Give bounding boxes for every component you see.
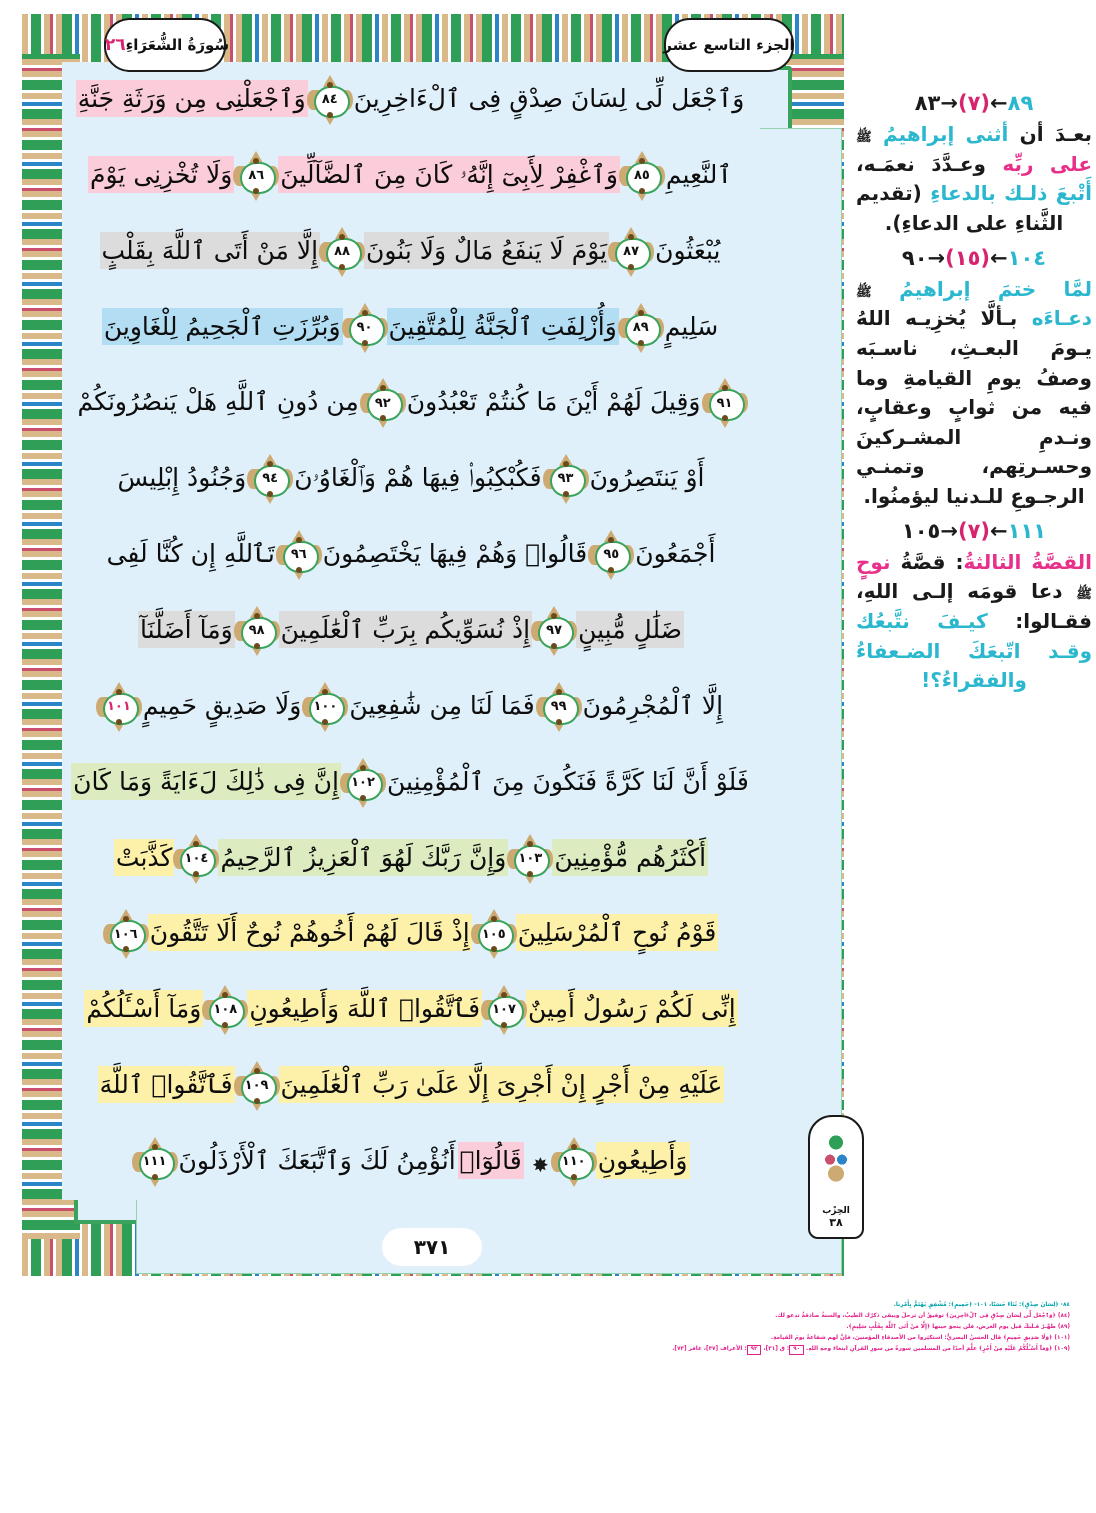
quran-line-text: [88, 156, 734, 196]
quran-text-segment: وَقِيلَ لَهُمْ أَيْنَ مَا كُنتُمْ تَعْبُدُونَ: [406, 387, 701, 417]
quran-line-text: [114, 839, 708, 879]
range-from: ١٠٥: [901, 518, 941, 543]
quran-line: [62, 138, 760, 214]
quran-text-segment: قَالُوٓا۟: [458, 1142, 524, 1179]
quran-line-text: [116, 459, 707, 499]
quran-text-segment: وَأَطِيعُونِ: [596, 1142, 690, 1179]
quran-line: [62, 1124, 760, 1200]
ayah-number-marker: ٩٩: [539, 687, 579, 727]
ayah-number-marker: ١١١: [135, 1142, 175, 1182]
quran-line: [62, 1048, 760, 1124]
range-arrow-left-icon: ←: [990, 245, 1008, 270]
quran-text-segment: وَمَآ أَضَلَّنَآ: [138, 611, 235, 648]
ayah-number-marker: ٨٧: [611, 232, 651, 272]
commentary-run: وعـدَّدَ نعمَـه،: [856, 151, 986, 176]
commentary-run: بـألَّا يُخزِيـه اللهُ يـومَ البعـثِ، ناسـبَه وصفُ يومِ القيامةِ وما فيه من ثوابٍ وعقابٍ، ونـدمِ المشـركينَ وحسـرتِهم، وتمنـي الرجـوعِ للـدنيا ليؤمنُوا.: [856, 306, 1092, 509]
quran-line-text: [105, 535, 718, 575]
quran-text-segment: فَكُبْكِبُوا۟ فِيهَا هُمْ وَٱلْغَاوُۥنَ: [294, 463, 542, 493]
quran-line: [62, 821, 760, 897]
quran-line: [62, 62, 760, 138]
quran-text-segment: وَمَآ أَسْـَٔلُكُمْ: [84, 990, 203, 1027]
quran-line-text: [97, 687, 725, 727]
rub-el-hizb-flower-icon: [527, 1151, 549, 1173]
quran-line-text: [102, 308, 720, 348]
commentary-run: دعا قومَه إلـى اللهِ، فقـالوا:: [856, 579, 1092, 634]
quran-text-segment: قَالُوا۟ وَهُمْ فِيهَا يَخْتَصِمُونَ: [322, 539, 588, 569]
quran-text-segment: وَٱجْعَل لِّى لِسَانَ صِدْقٍ فِى ٱلْءَاخِرِينَ: [353, 83, 745, 113]
range-to: ١٠٤: [1007, 245, 1047, 270]
quran-line-text: [71, 763, 751, 803]
quran-text-segment: وَأُزْلِفَتِ ٱلْجَنَّةُ لِلْمُتَّقِينَ: [387, 308, 619, 345]
verse-range-header: [856, 518, 1092, 544]
quran-line: [62, 441, 760, 517]
ayah-number-marker: ١٠١: [99, 687, 139, 727]
quran-text-segment: تَٱللَّهِ إِن كُنَّا لَفِى: [106, 539, 275, 569]
footnote-ref-box: ٩٠: [789, 1345, 804, 1354]
quran-line: [62, 214, 760, 290]
ayah-number-marker: ١١٠: [554, 1142, 594, 1182]
ayah-number-marker: ٨٥: [622, 156, 662, 196]
commentary-run: نوحٍ: [856, 549, 891, 574]
ayah-number-marker: ١٠٩: [237, 1066, 277, 1106]
honorific-glyph: ﷺ: [856, 284, 872, 300]
juz-label: الجزء التاسع عشر: [663, 36, 795, 54]
footnote-ref-tail: : الأعراف [٣٧]، غافر [٧٣].: [672, 1346, 747, 1353]
commentary-run: كيـفَ نتَّبعُك وقـد اتّبعَكَ الضـعفاءُ والفقراءُ؟!: [856, 609, 1092, 693]
range-arrow-left-icon: ←: [990, 518, 1008, 543]
ayah-number-marker: ٩١: [705, 383, 745, 423]
quran-line-text: [76, 80, 747, 120]
ayah-number-marker: ١٠٧: [484, 990, 524, 1030]
verse-range-header: [856, 90, 1092, 116]
quran-text-segment: إِنِّى لَكُمْ رَسُولٌ أَمِينٌ: [526, 990, 738, 1027]
ayah-number-marker: ٩٤: [250, 459, 290, 499]
quran-text-segment: وَجُنُودُ إِبْلِيسَ: [117, 463, 247, 493]
quran-text-segment: فَلَوْ أَنَّ لَنَا كَرَّةً فَنَكُونَ مِنَ ٱلْمُؤْمِنِينَ: [387, 766, 749, 796]
footnote-line: [40, 1333, 1070, 1344]
footnote-line: [40, 1344, 1070, 1355]
page-number-value: ٣٧١: [413, 1235, 451, 1259]
quran-text-segment: فَٱتَّقُوا۟ ٱللَّهَ: [98, 1066, 235, 1103]
range-arrow-left-icon: ←: [990, 91, 1008, 115]
quran-text-segment: ضَلَٰلٍ مُّبِينٍ: [576, 611, 684, 648]
ayah-number-marker: ١٠٣: [510, 839, 550, 879]
quran-line-text: [76, 383, 747, 423]
commentary-run: بعـدَ أن: [1008, 122, 1092, 147]
hizb-number: ٣٨: [829, 1216, 843, 1229]
quran-line: [62, 669, 760, 745]
commentary-run: دعـاءَه: [1017, 306, 1093, 331]
quran-text-segment: ٱلنَّعِيمِ: [665, 159, 732, 189]
footnote-line: [40, 1322, 1070, 1333]
honorific-glyph: ﷺ: [856, 130, 872, 146]
surah-title-cartouche: [104, 18, 230, 72]
quran-text-segment: قَوْمُ نُوحٍ ٱلْمُرْسَلِينَ: [516, 914, 719, 951]
ayah-number-marker: ٩٢: [363, 383, 403, 423]
range-count: (١٥): [945, 245, 991, 270]
quran-line: [62, 365, 760, 441]
ayah-number-marker: ١٠٨: [205, 990, 245, 1030]
commentary-paragraph: [856, 120, 1092, 238]
quran-line-text: [104, 914, 719, 954]
footnote-text: (٨٩) طهِّـرْ قـلبكَ قبل يومِ العرضِ، فلن ينجوَ حينها ﴿إِلَّا مَنْ أَتَى ٱللَّهَ بِقَلْبٍ سَلِيمٍ﴾.: [846, 1324, 1070, 1331]
verse-range-header: [856, 245, 1092, 271]
surah-number: ٢٦: [104, 35, 126, 55]
ayah-number-marker: ٨٦: [236, 156, 276, 196]
footnote-text: (١٠٩) ﴿وَمَآ أَسْـَٔلُكُمْ عَلَيْهِ مِنْ أَجْرٍ﴾ علَّمَ أحدًا من المسلمين سورةً من سورِ القرآنِ ابتغاءَ وجهِ اللهِ.: [806, 1346, 1070, 1353]
range-arrow-right-icon: →: [940, 91, 958, 115]
ayah-number-marker: ١٠٦: [106, 914, 146, 954]
ayah-number-marker: ٩٨: [237, 611, 277, 651]
footnote-text: (١٠١) ﴿وَلَا صَدِيقٍ حَمِيمٍ﴾ قال الحسنُ البصريُّ: استكثِروا من الأصدقاءِ المؤمنينَ، فإنَّ لهم شفاعةً يومَ القيامةِ.: [770, 1335, 1070, 1342]
quran-line-text: [100, 232, 723, 272]
hizb-marker: [808, 1115, 864, 1239]
quran-line: [62, 290, 760, 366]
ayah-number-marker: ٨٤: [310, 80, 350, 120]
quran-line-text: [98, 1066, 725, 1106]
quran-line: [62, 593, 760, 669]
ayah-number-marker: ٩٣: [546, 459, 586, 499]
ayah-number-marker: ٩٠: [345, 308, 385, 348]
quran-text-segment: فَٱتَّقُوا۟ ٱللَّهَ وَأَطِيعُونِ: [247, 990, 482, 1027]
quran-text-segment: كَذَّبَتْ: [114, 839, 175, 876]
quran-text-segment: وَبُرِّزَتِ ٱلْجَحِيمُ لِلْغَاوِينَ: [102, 308, 343, 345]
honorific-glyph: ﷺ: [1076, 587, 1092, 603]
quran-text-segment: يُبْعَثُونَ: [655, 235, 721, 265]
commentary-run: على ربِّه: [985, 151, 1092, 176]
quran-text-segment: أَنُؤْمِنُ لَكَ وَٱتَّبَعَكَ ٱلْأَرْذَلُونَ: [178, 1145, 456, 1175]
ayah-number-marker: ٨٩: [621, 308, 661, 348]
quran-text-segment: إِلَّا مَنْ أَتَى ٱللَّهَ بِقَلْبٍ: [100, 232, 321, 269]
page-number-badge: [382, 1228, 482, 1266]
commentary-run: لمَّا ختمَ إبراهيمُ: [871, 276, 1092, 301]
ayah-number-marker: ١٠٢: [343, 763, 383, 803]
commentary-run: أثنى إبراهيمُ: [871, 122, 1009, 147]
range-arrow-right-icon: →: [927, 245, 946, 270]
quran-line-text: [138, 611, 684, 651]
quran-text-segment: أَكْثَرُهُم مُّؤْمِنِينَ: [552, 839, 708, 876]
quran-text-segment: وَلَا صَدِيقٍ حَمِيمٍ: [142, 690, 302, 720]
quran-text-segment: فَمَا لَنَا مِن شَٰفِعِينَ: [349, 690, 535, 720]
range-from: ٩٠: [901, 245, 928, 270]
quran-text-segment: وَٱجْعَلْنِى مِن وَرَثَةِ جَنَّةِ: [76, 80, 308, 117]
ayah-number-marker: ٨٨: [322, 232, 362, 272]
quran-text-area: [62, 62, 760, 1200]
commentary-paragraph: [856, 548, 1092, 696]
footnotes-area: [40, 1300, 1070, 1356]
ayah-number-marker: ٩٧: [534, 611, 574, 651]
quran-line: [62, 972, 760, 1048]
quran-text-segment: إِذْ نُسَوِّيكُم بِرَبِّ ٱلْعَٰلَمِينَ: [279, 611, 532, 648]
surah-title: سُورَةُ الشُّعَرَاءِ: [125, 36, 230, 54]
quran-text-segment: يَوْمَ لَا يَنفَعُ مَالٌ وَلَا بَنُونَ: [364, 232, 609, 269]
quran-text-segment: أَوْ يَنتَصِرُونَ: [589, 463, 705, 493]
footnote-line: [40, 1311, 1070, 1322]
juz-cartouche: [664, 18, 794, 72]
range-to: ٨٩: [1007, 91, 1034, 115]
ayah-number-marker: ٩٦: [279, 535, 319, 575]
quran-text-segment: إِلَّا ٱلْمُجْرِمُونَ: [582, 690, 724, 720]
footnote-text: ٨٤- ﴿لِسَانَ صِدْقٍ﴾: ثَنَاءً حَسَنًا، ١٠١- ﴿حَمِيمٍ﴾: مُشْفِقٍ يَهْتَمُّ بِأَمْرِنا.: [893, 1302, 1070, 1308]
footnote-text: (٨٤) ﴿وَٱجْعَل لِّى لِسَانَ صِدْقٍ فِى ٱلْءَاخِرِينَ﴾ توفيقُ أن ترحلَ ويبقى ذكرُك الطيبُ، والسنةُ صادقةٌ تدعو لك.: [775, 1313, 1070, 1320]
quran-line-text: [133, 1142, 690, 1182]
footnote-ref-box: ٩٢: [747, 1345, 762, 1354]
quran-text-segment: سَلِيمٍ: [664, 311, 719, 341]
ayah-number-marker: ١٠٤: [176, 839, 216, 879]
quran-text-segment: عَلَيْهِ مِنْ أَجْرٍ إِنْ أَجْرِىَ إِلَّا عَلَىٰ رَبِّ ٱلْعَٰلَمِينَ: [279, 1066, 725, 1103]
range-from: ٨٣: [914, 91, 941, 115]
commentary-run: (تقديم الثَّناءِ على الدعاءِ).: [856, 181, 1064, 236]
commentary-sidebar: [856, 84, 1092, 1244]
commentary-run: : قصَّةُ: [890, 549, 964, 574]
range-to: ١١١: [1007, 518, 1047, 543]
ayah-number-marker: ٩٥: [591, 535, 631, 575]
quran-line: [62, 896, 760, 972]
commentary-run: أَتْبعَ ذلـك بالدعاءِ: [921, 181, 1092, 206]
quran-line-text: [84, 990, 737, 1030]
quran-text-segment: وَٱغْفِرْ لِأَبِىٓ إِنَّهُۥ كَانَ مِنَ ٱلضَّآلِّينَ: [278, 156, 620, 193]
ayah-number-marker: ١٠٥: [474, 914, 514, 954]
range-arrow-right-icon: →: [940, 518, 958, 543]
hizb-ornament-icon: [821, 1131, 851, 1183]
range-count: (٧): [957, 518, 991, 543]
quran-line: [62, 745, 760, 821]
quran-text-segment: أَجْمَعُونَ: [635, 539, 716, 569]
hizb-label: الحِزْب: [822, 1206, 850, 1216]
range-count: (٧): [957, 91, 991, 115]
quran-text-segment: وَإِنَّ رَبَّكَ لَهُوَ ٱلْعَزِيزُ ٱلرَّحِيمُ: [218, 839, 508, 876]
quran-text-segment: وَلَا تُخْزِنِى يَوْمَ: [88, 156, 234, 193]
commentary-paragraph: [856, 275, 1092, 512]
quran-text-segment: إِنَّ فِى ذَٰلِكَ لَءَايَةً وَمَا كَانَ: [71, 763, 341, 800]
quran-text-segment: إِذْ قَالَ لَهُمْ أَخُوهُمْ نُوحٌ أَلَا تَتَّقُونَ: [148, 914, 472, 951]
footnote-line: [40, 1300, 1070, 1311]
footnote-ref-tail: : ق [٣١]،: [763, 1346, 790, 1353]
quran-text-segment: مِن دُونِ ٱللَّهِ هَلْ يَنصُرُونَكُمْ: [77, 387, 359, 417]
quran-line: [62, 517, 760, 593]
commentary-run: القصَّةُ الثالثةُ: [963, 549, 1093, 574]
ayah-number-marker: ١٠٠: [305, 687, 345, 727]
